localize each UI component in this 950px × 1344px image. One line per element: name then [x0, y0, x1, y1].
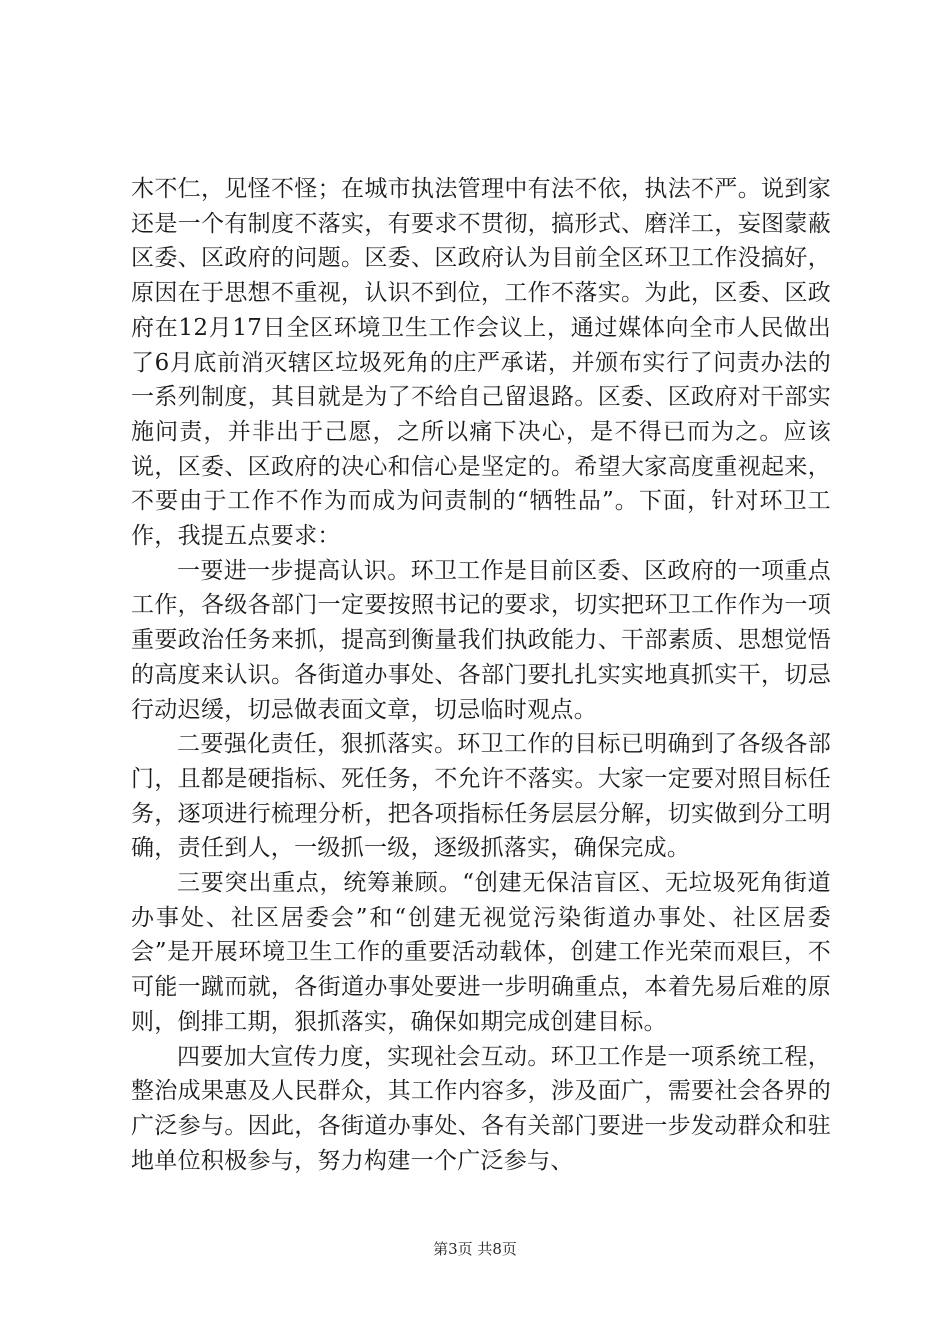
paragraph-point-three: 三要突出重点，统筹兼顾。“创建无保洁盲区、无垃圾死角街道办事处、社区居委会”和“创建无视觉污染街道办事处、社区居委会”是开展环境卫生工作的重要活动载体，创建工作光荣而艰巨，不可能一蹴而就，各街道办事处要进一步明确重点，本着先易后难的原则，倒排工期，狠抓落实，确保如期完成创建目标。: [131, 870, 831, 1035]
paragraph-point-one: 一要进一步提高认识。环卫工作是目前区委、区政府的一项重点工作，各级各部门一定要按照书记的要求，切实把环卫工作作为一项重要政治任务来抓，提高到衡量我们执政能力、干部素质、思想觉悟的高度来认识。各街道办事处、各部门要扎扎实实地真抓实干，切忌行动迟缓，切忌做表面文章，切忌临时观点。: [131, 557, 831, 723]
paragraph-point-four: 四要加大宣传力度，实现社会互动。环卫工作是一项系统工程，整治成果惠及人民群众，其工作内容多，涉及面广，需要社会各界的广泛参与。因此，各街道办事处、各有关部门要进一步发动群众和驻地单位积极参与，努力构建一个广泛参与、: [131, 1043, 831, 1174]
document-body: [131, 172, 831, 1178]
paragraph-point-two: 二要强化责任，狠抓落实。环卫工作的目标已明确到了各级各部门，且都是硬指标、死任务，不允许不落实。大家一定要对照目标任务，逐项进行梳理分析，把各项指标任务层层分解，切实做到分工明确，责任到人，一级抓一级，逐级抓落实，确保完成。: [131, 731, 831, 862]
page-footer: 第3页 共8页: [433, 1240, 517, 1258]
paragraph-continued: 木不仁，见怪不怪；在城市执法管理中有法不依，执法不严。说到家还是一个有制度不落实，有要求不贯彻，搞形式、磨洋工，妄图蒙蔽区委、区政府的问题。区委、区政府认为目前全区环卫工作没搞好，原因在于思想不重视，认识不到位，工作不落实。为此，区委、区政府在12月17日全区环境卫生工作会议上，通过媒体向全市人民做出了6月底前消灭辖区垃圾死角的庄严承诺，并颁布实行了问责办法的一系列制度，其目就是为了不给自己留退路。区委、区政府对干部实施问责，并非出于己愿，之所以痛下决心，是不得已而为之。应该说，区委、区政府的决心和信心是坚定的。希望大家高度重视起来，不要由于工作不作为而成为问责制的“牺牲品”。下面，针对环卫工作，我提五点要求：: [131, 176, 831, 550]
